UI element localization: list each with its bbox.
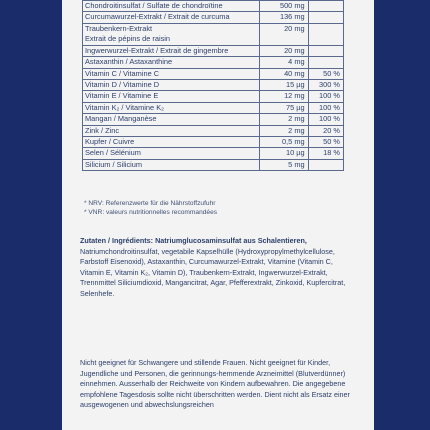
nutrient-amount: 500 mg	[259, 1, 308, 12]
nutrient-amount: 0,5 mg	[259, 136, 308, 147]
footnote-vnr: * VNR: valeurs nutritionnelles recommandées	[84, 209, 218, 216]
table-row	[83, 79, 344, 90]
nutrient-name-line: Vitamin C / Vitamine C	[85, 68, 160, 78]
nutrient-name-line: Vitamin K₂ / Vitamine K₂	[85, 102, 164, 112]
nutrient-nrv-percent: 100 %	[308, 114, 343, 125]
footnotes	[84, 199, 217, 217]
nutrient-nrv-percent	[308, 1, 343, 12]
nutrient-amount: 20 mg	[259, 23, 308, 45]
table-row	[83, 12, 344, 23]
footnote-nrv: * NRV: Referenzwerte für die Nährstoffzufuhr	[84, 200, 216, 207]
table-row	[83, 57, 344, 68]
packaging-edge-left	[0, 0, 62, 430]
ingredients-text	[80, 236, 350, 300]
nutrient-amount: 136 mg	[259, 12, 308, 23]
nutrient-name	[83, 136, 260, 147]
nutrient-name-line: Chondroitinsulfat / Sulfate de chondroïtine	[85, 1, 223, 10]
table-row	[83, 102, 344, 113]
table-row	[83, 91, 344, 102]
nutrition-table	[82, 0, 344, 171]
table-row	[83, 23, 344, 45]
nutrient-name-line: Vitamin E / Vitamine E	[85, 91, 159, 101]
nutrient-nrv-percent: 18 %	[308, 148, 343, 159]
table-row	[83, 114, 344, 125]
nutrient-name-line: Ingwerwurzel-Extrakt / Extrait de gingembre	[85, 45, 229, 55]
packaging-edge-right	[374, 0, 430, 430]
nutrient-name	[83, 114, 260, 125]
table-row	[83, 68, 344, 79]
nutrient-name	[83, 12, 260, 23]
nutrient-amount: 4 mg	[259, 57, 308, 68]
nutrient-name	[83, 45, 260, 56]
nutrient-name	[83, 79, 260, 90]
nutrient-name	[83, 91, 260, 102]
nutrient-amount: 12 mg	[259, 91, 308, 102]
nutrient-name	[83, 68, 260, 79]
nutrient-name	[83, 57, 260, 68]
ingredients-heading: Zutaten / Ingrédients: Natriumglucosaminsulfat aus Schalentieren,	[80, 236, 307, 245]
nutrient-name	[83, 148, 260, 159]
nutrient-name-line: Traubenkern-Extrakt	[85, 23, 153, 33]
nutrient-name-line: Kupfer / Cuivre	[85, 136, 135, 146]
nutrient-nrv-percent: 100 %	[308, 91, 343, 102]
nutrient-amount: 5 mg	[259, 159, 308, 170]
table-row	[83, 148, 344, 159]
table-row	[83, 136, 344, 147]
ingredients-body: Natriumchondroitinsulfat, vegetabile Kapselhülle (Hydroxypropylmethylcellulose, Farbstoff Eisenoxid), Astaxanthin, Curcumawurzel-Extrakt, Vitamine (Vitamin C, Vitamin E, Vitamin K₂, Vitamin D), Traubenkern-Extrakt, Ingwerwurzel-Extrakt, Trennmittel Siliciumdioxid, Mangancitrat, Agar, Pfefferextrakt, Zinkoxid, Kupfercitrat, Selenhefe.	[80, 246, 346, 298]
nutrient-amount: 2 mg	[259, 114, 308, 125]
nutrient-name	[83, 159, 260, 170]
nutrient-name	[83, 125, 260, 136]
nutrient-nrv-percent: 300 %	[308, 79, 343, 90]
nutrient-name-line: Selen / Sélénium	[85, 148, 141, 158]
warning-text: Nicht geeignet für Schwangere und stillende Frauen. Nicht geeignet für Kinder, Jugendliche und Personen, die gerinnungs-hemmende Arzneimittel (Blutverdünner) einnehmen. Ausserhalb der Reichweite von Kindern aufbewahren. Die angegebene empfohlene Tagesdosis sollte nicht überschritten werden. Dient nicht als Ersatz einer ausgewogenen und abwechslungsreichen	[80, 358, 350, 410]
table-row	[83, 1, 344, 12]
nutrient-nrv-percent	[308, 45, 343, 56]
nutrient-nrv-percent	[308, 159, 343, 170]
nutrient-nrv-percent: 50 %	[308, 68, 343, 79]
nutrient-amount: 2 mg	[259, 125, 308, 136]
nutrient-name-line: Curcumawurzel-Extrakt / Extrait de curcuma	[85, 12, 230, 22]
nutrient-name-line: Astaxanthin / Astaxanthine	[85, 57, 173, 67]
nutrient-name-line: Extrait de pépins de raisin	[85, 33, 171, 43]
label-panel	[62, 0, 374, 430]
nutrient-name-line: Silicium / Silicium	[85, 159, 143, 169]
nutrient-nrv-percent: 100 %	[308, 102, 343, 113]
table-row	[83, 45, 344, 56]
nutrient-nrv-percent	[308, 23, 343, 45]
nutrient-amount: 15 µg	[259, 79, 308, 90]
nutrient-nrv-percent	[308, 57, 343, 68]
nutrient-name	[83, 23, 260, 45]
nutrient-nrv-percent: 20 %	[308, 125, 343, 136]
nutrient-name	[83, 102, 260, 113]
nutrient-name-line: Zink / Zinc	[85, 125, 120, 135]
nutrient-name	[83, 1, 260, 12]
nutrient-amount: 10 µg	[259, 148, 308, 159]
nutrient-amount: 20 mg	[259, 45, 308, 56]
nutrient-amount: 75 µg	[259, 102, 308, 113]
nutrient-nrv-percent	[308, 12, 343, 23]
table-row	[83, 125, 344, 136]
nutrient-nrv-percent: 50 %	[308, 136, 343, 147]
nutrient-name-line: Mangan / Manganèse	[85, 114, 157, 124]
table-row	[83, 159, 344, 170]
nutrient-name-line: Vitamin D / Vitamine D	[85, 79, 160, 89]
nutrient-amount: 40 mg	[259, 68, 308, 79]
